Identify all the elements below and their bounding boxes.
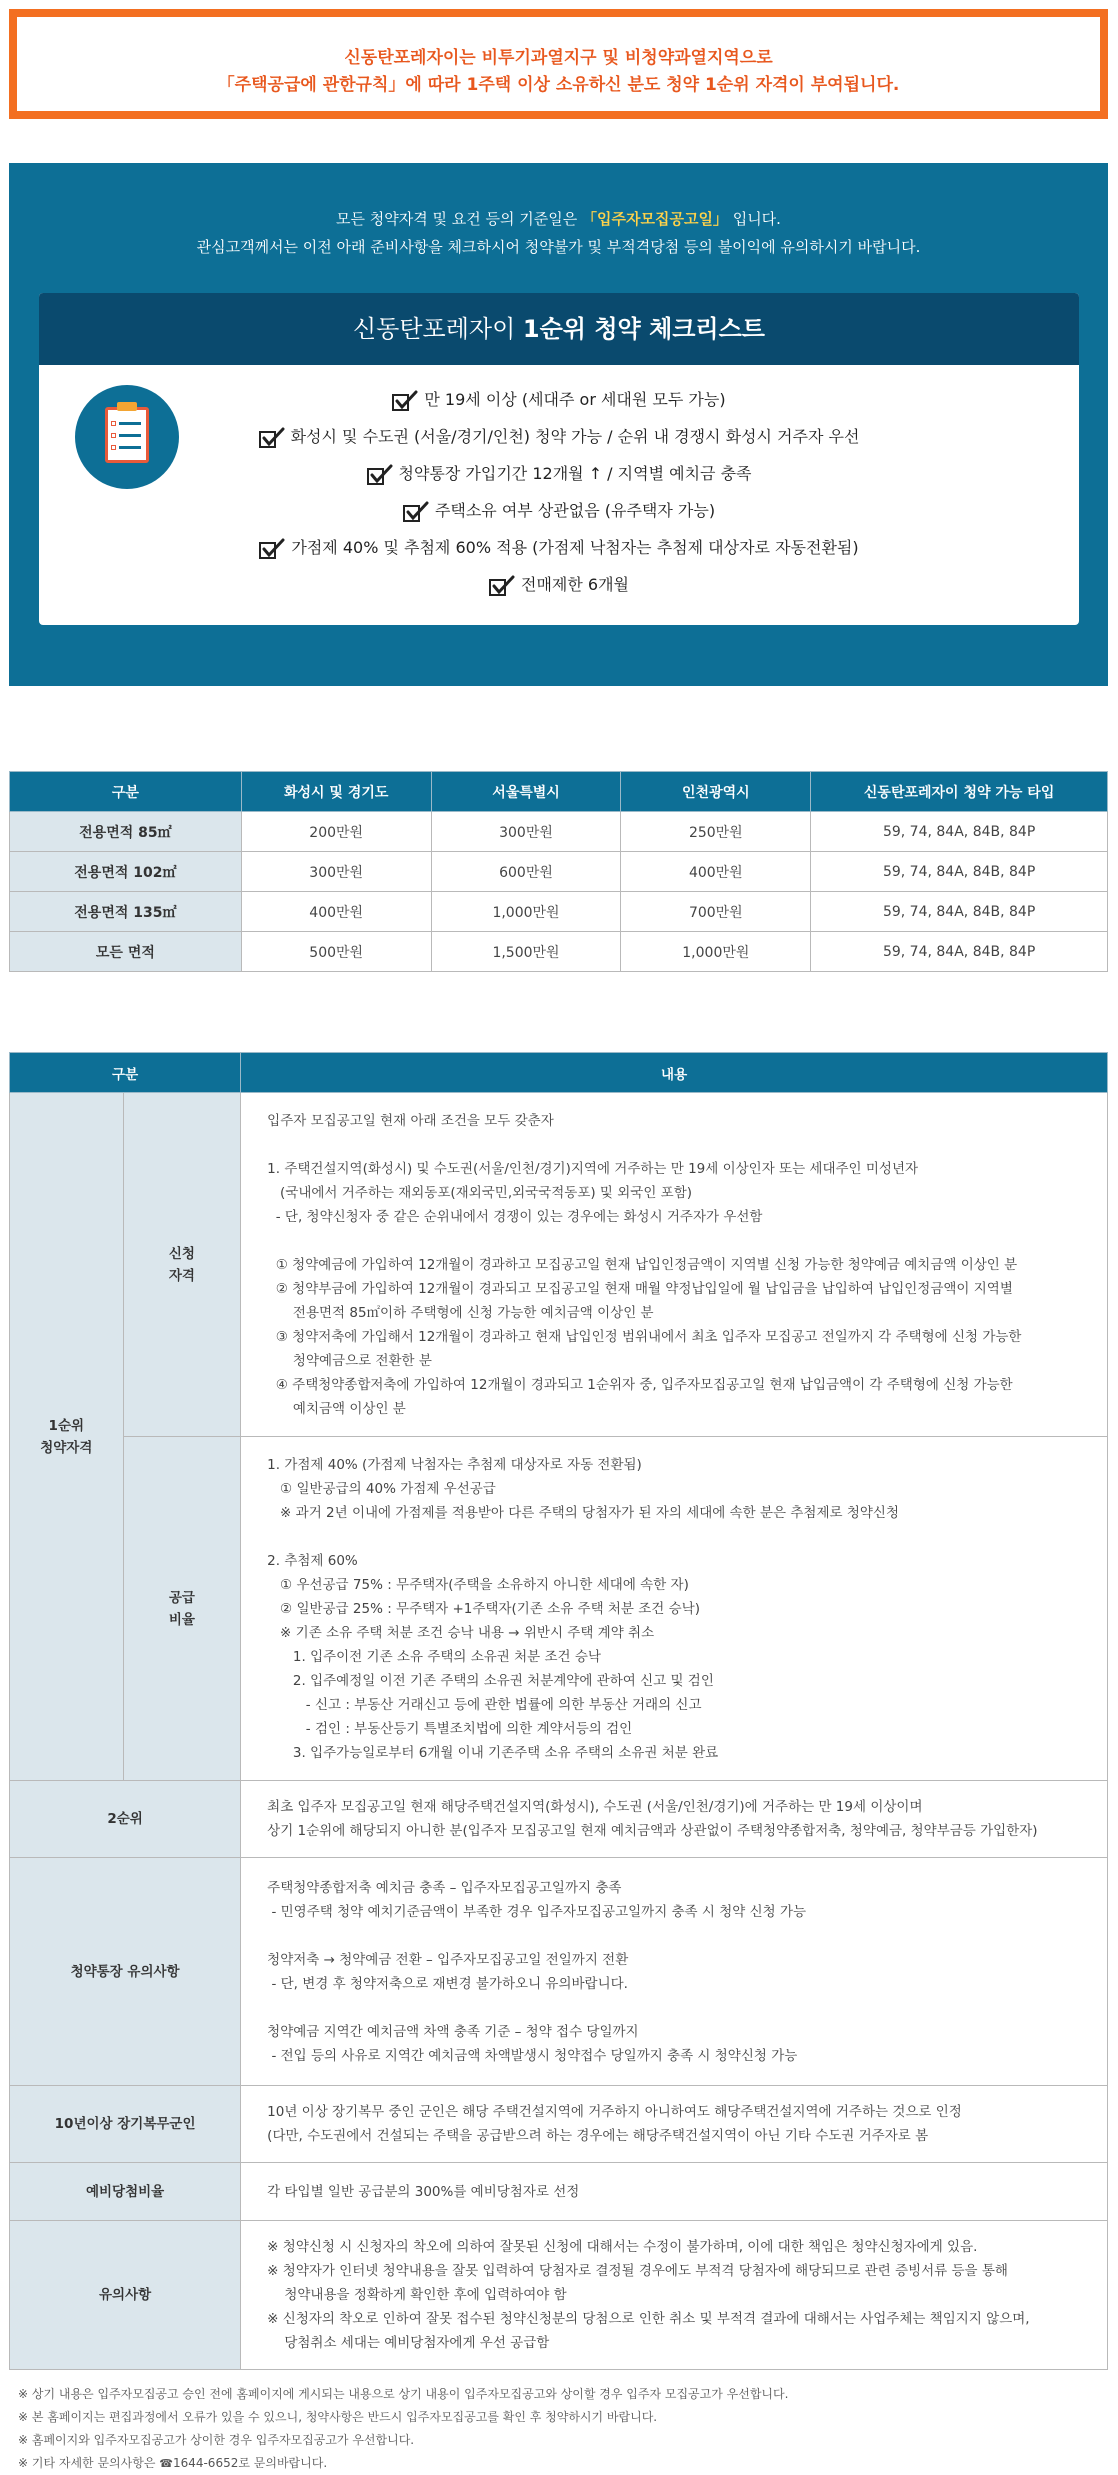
- table-row: [10, 932, 1108, 972]
- checklist-item: [39, 566, 1079, 603]
- content-line: - 민영주택 청약 예치기준금액이 부족한 경우 입주자모집공고일까지 충족 시 청약 신청 가능: [267, 1903, 807, 1920]
- checklist-item: [39, 381, 1079, 418]
- military-content: [241, 2086, 1108, 2163]
- row-supply: [10, 1437, 1108, 1781]
- content-line: ② 일반공급 25% : 무주택자 +1주택자(기존 소유 주택 처분 조건 승낙): [267, 1600, 700, 1617]
- table-row: [10, 812, 1108, 852]
- table-cell: 1,500만원: [431, 932, 621, 972]
- table-cell: 500만원: [241, 932, 431, 972]
- deposit-table-body: [10, 812, 1108, 972]
- content-line: 1. 주택건설지역(화성시) 및 수도권(서울/인천/경기)지역에 거주하는 만 19세 이상인자 또는 세대주인 미성년자: [267, 1160, 919, 1177]
- panel-intro: [9, 163, 1108, 261]
- table-cell: 59, 74, 84A, 84B, 84P: [811, 892, 1108, 932]
- checklist-item: [39, 529, 1079, 566]
- row-military: [10, 2086, 1108, 2163]
- checklist-icon: [75, 385, 179, 489]
- content-line: 청약저축 → 청약예금 전환 – 입주자모집공고일 전일까지 전환: [267, 1951, 629, 1968]
- checklist-item-text: 화성시 및 수도권 (서울/경기/인천) 청약 가능 / 순위 내 경쟁시 화성시 거주자 우선: [290, 427, 860, 446]
- content-line: [267, 1525, 1081, 1549]
- content-line: 당첨취소 세대는 예비당첨자에게 우선 공급함: [267, 2335, 550, 2351]
- content-line: ① 청약예금에 가입하여 12개월이 경과하고 모집공고일 현재 납입인정금액이 지역별 신청 가능한 청약예금 예치금액 이상인 분: [267, 1256, 1018, 1273]
- check-icon: [367, 462, 393, 484]
- table-cell: 250만원: [621, 812, 811, 852]
- content-line: ※ 신청자의 착오로 인하여 잘못 접수된 청약신청분의 당첨으로 인한 취소 및 부적격 결과에 대해서는 사업주체는 책임지지 않으며,: [267, 2311, 1030, 2327]
- table-cell: 59, 74, 84A, 84B, 84P: [811, 852, 1108, 892]
- row-reserve: [10, 2163, 1108, 2221]
- content-line: 2. 입주예정일 이전 기존 주택의 소유권 처분계약에 관하여 신고 및 검인: [267, 1672, 714, 1689]
- title-bold: 1순위 청약 체크리스트: [522, 315, 765, 343]
- content-line: ④ 주택청약종합저축에 가입하여 12개월이 경과되고 1순위자 중, 입주자모집공고일 현재 납입금액이 각 주택형에 신청 가능한: [267, 1376, 1013, 1393]
- phone-icon: ☎: [159, 2457, 173, 2470]
- row-caution: [10, 2221, 1108, 2370]
- check-icon: [403, 499, 429, 521]
- content-line: - 전입 등의 사유로 지역간 예치금액 차액발생시 청약접수 당일까지 충족 시 청약신청 가능: [267, 2047, 798, 2064]
- content-line: 청약내용을 정확하게 확인한 후에 입력하여야 함: [267, 2287, 567, 2303]
- row-header-cell: 전용면적 102㎡: [10, 852, 242, 892]
- content-line: 10년 이상 장기복무 중인 군인은 해당 주택건설지역에 거주하지 아니하여도 해당주택건설지역에 거주하는 것으로 인정: [267, 2104, 962, 2120]
- content-line: 1. 가점제 40% (가점제 낙첨자는 추첨제 대상자로 자동 전환됨): [267, 1456, 642, 1473]
- row-header-cell: 전용면적 85㎡: [10, 812, 242, 852]
- content-line: ② 청약부금에 가입하여 12개월이 경과되고 모집공고일 현재 매월 약정납입일에 월 납입금을 납입하여 납입인정금액이 지역별: [267, 1280, 1013, 1297]
- table-cell: 300만원: [431, 812, 621, 852]
- content-line: [267, 1924, 1081, 1948]
- contact-text-end: 로 문의바랍니다.: [238, 2456, 328, 2470]
- content-line: ※ 기존 소유 주택 처분 조건 승낙 내용 → 위반시 주택 계약 취소: [267, 1624, 655, 1641]
- checklist-item-text: 전매제한 6개월: [520, 575, 629, 594]
- row-apply: [10, 1093, 1108, 1437]
- content-line: - 단, 변경 후 청약저축으로 재변경 불가하오니 유의바랍니다.: [267, 1975, 628, 1992]
- deposit-table: [9, 771, 1108, 972]
- caution-content: [241, 2221, 1108, 2370]
- header-content: 내용: [241, 1053, 1108, 1093]
- content-line: 3. 입주가능일로부터 6개월 이내 기존주택 소유 주택의 소유권 처분 완료: [267, 1744, 719, 1761]
- reserve-content: [241, 2163, 1108, 2221]
- footnotes: [18, 2383, 1108, 2475]
- table-cell: 700만원: [621, 892, 811, 932]
- row-account: [10, 1858, 1108, 2086]
- content-line: 2. 추첨제 60%: [267, 1552, 358, 1569]
- content-line: ※ 과거 2년 이내에 가점제를 적용받아 다른 주택의 당첨자가 된 자의 세대에 속한 분은 추첨제로 청약신청: [267, 1504, 899, 1521]
- content-line: - 단, 청약신청자 중 같은 순위내에서 경쟁이 있는 경우에는 화성시 거주자가 우선함: [267, 1208, 763, 1225]
- table-cell: 1,000만원: [431, 892, 621, 932]
- check-icon: [392, 388, 418, 410]
- panel-intro-line-1: [9, 205, 1108, 233]
- second-rank-label: 2순위: [10, 1781, 241, 1858]
- checklist: [39, 381, 1079, 603]
- footnote: ※ 본 홈페이지는 편집과정에서 오류가 있을 수 있으니, 청약사항은 반드시 입주자모집공고를 확인 후 청약하시기 바랍니다.: [18, 2410, 658, 2424]
- deposit-header-cell: 인천광역시: [621, 772, 811, 812]
- apply-label: 신청 자격: [123, 1093, 241, 1437]
- content-line: 예치금액 이상인 분: [267, 1400, 406, 1417]
- content-line: (국내에서 거주하는 재외동포(재외국민,외국국적동포) 및 외국인 포함): [267, 1184, 693, 1201]
- supply-label: 공급 비율: [123, 1437, 241, 1781]
- row-second-rank: [10, 1781, 1108, 1858]
- checklist-item-text: 가점제 40% 및 추첨제 60% 적용 (가점제 낙첨자는 추첨제 대상자로 자동전환됨): [291, 538, 859, 557]
- content-line: [267, 1133, 1081, 1157]
- intro-highlight: 「입주자모집공고일」: [582, 210, 728, 228]
- content-line: 청약예금으로 전환한 분: [267, 1352, 432, 1369]
- notice-line-2: 「주택공급에 관한규칙」에 따라 1주택 이상 소유하신 분도 청약 1순위 자격이 부여됩니다.: [217, 75, 900, 95]
- second-rank-content: [241, 1781, 1108, 1858]
- apply-content: [241, 1093, 1108, 1437]
- deposit-header-cell: 신동탄포레자이 청약 가능 타입: [811, 772, 1108, 812]
- eligibility-table: [9, 1052, 1108, 2370]
- content-line: (다만, 수도권에서 건설되는 주택을 공급받으려 하는 경우에는 해당주택건설지역이 아닌 기타 수도권 거주자로 봄: [267, 2128, 929, 2144]
- intro-text: 모든 청약자격 및 요건 등의 기준일은: [336, 210, 583, 228]
- content-line: ※ 청약자가 인터넷 청약내용을 잘못 입력하여 당첨자로 결정될 경우에도 부적격 당첨자에 해당되므로 관련 증빙서류 등을 통해: [267, 2263, 1008, 2279]
- footnote-contact: [18, 2452, 1108, 2475]
- contact-phone: 1644-6652: [172, 2456, 239, 2470]
- table-cell: 300만원: [241, 852, 431, 892]
- account-label: 청약통장 유의사항: [10, 1858, 241, 2086]
- deposit-header-cell: 화성시 및 경기도: [241, 772, 431, 812]
- deposit-table-header: [10, 772, 1108, 812]
- content-line: - 검인 : 부동산등기 특별조치법에 의한 계약서등의 검인: [267, 1720, 633, 1737]
- checklist-item-text: 주택소유 여부 상관없음 (유주택자 가능): [434, 501, 716, 520]
- deposit-header-cell: 서울특별시: [431, 772, 621, 812]
- header-category: 구분: [10, 1053, 241, 1093]
- reserve-label: 예비당첨비율: [10, 2163, 241, 2221]
- content-line: ※ 청약신청 시 신청자의 착오에 의하여 잘못된 신청에 대해서는 수정이 불가하며, 이에 대한 책임은 청약신청자에게 있음.: [267, 2239, 978, 2255]
- checklist-item: [39, 492, 1079, 529]
- supply-content: [241, 1437, 1108, 1781]
- content-line: 최초 입주자 모집공고일 현재 해당주택건설지역(화성시), 수도권 (서울/인천/경기)에 거주하는 만 19세 이상이며: [267, 1799, 923, 1815]
- check-icon: [259, 536, 285, 558]
- account-content: [241, 1858, 1108, 2086]
- checklist-title: [39, 293, 1079, 365]
- notice-line-1: 신동탄포레자이는 비투기과열지구 및 비청약과열지역으로: [344, 48, 773, 68]
- content-line: 입주자 모집공고일 현재 아래 조건을 모두 갖춘자: [267, 1112, 554, 1129]
- table-cell: 400만원: [621, 852, 811, 892]
- checklist-item-text: 만 19세 이상 (세대주 or 세대원 모두 가능): [424, 390, 726, 409]
- military-label: 10년이상 장기복무군인: [10, 2086, 241, 2163]
- checklist-item-text: 청약통장 가입기간 12개월 ↑ / 지역별 예치금 충족: [398, 464, 752, 483]
- footnote: ※ 홈페이지와 입주자모집공고가 상이한 경우 입주자모집공고가 우선합니다.: [18, 2433, 415, 2447]
- deposit-header-cell: 구분: [10, 772, 242, 812]
- content-line: 1. 입주이전 기존 소유 주택의 소유권 처분 조건 승낙: [267, 1648, 601, 1665]
- content-line: ③ 청약저축에 가입해서 12개월이 경과하고 현재 납입인정 범위내에서 최초 입주자 모집공고 전일까지 각 주택형에 신청 가능한: [267, 1328, 1022, 1345]
- content-line: 각 타입별 일반 공급분의 300%를 예비당첨자로 선정: [267, 2183, 580, 2200]
- content-line: [267, 1229, 1081, 1253]
- eligibility-header: [10, 1053, 1108, 1093]
- table-cell: 400만원: [241, 892, 431, 932]
- content-line: ① 우선공급 75% : 무주택자(주택을 소유하지 아니한 세대에 속한 자): [267, 1576, 689, 1593]
- first-rank-label: 1순위 청약자격: [10, 1093, 124, 1781]
- table-cell: 59, 74, 84A, 84B, 84P: [811, 812, 1108, 852]
- content-line: 주택청약종합저축 예치금 충족 – 입주자모집공고일까지 충족: [267, 1879, 622, 1896]
- caution-label: 유의사항: [10, 2221, 241, 2370]
- content-line: - 신고 : 부동산 거래신고 등에 관한 법률에 의한 부동산 거래의 신고: [267, 1696, 702, 1713]
- table-cell: 200만원: [241, 812, 431, 852]
- footnote: ※ 상기 내용은 입주자모집공고 승인 전에 홈페이지에 게시되는 내용으로 상기 내용이 입주자모집공고와 상이할 경우 입주자 모집공고가 우선합니다.: [18, 2387, 789, 2401]
- row-header-cell: 전용면적 135㎡: [10, 892, 242, 932]
- content-line: 전용면적 85㎡이하 주택형에 신청 가능한 예치금액 이상인 분: [267, 1304, 654, 1321]
- table-row: [10, 852, 1108, 892]
- table-cell: 59, 74, 84A, 84B, 84P: [811, 932, 1108, 972]
- table-cell: 600만원: [431, 852, 621, 892]
- row-header-cell: 모든 면적: [10, 932, 242, 972]
- footnote-list: [18, 2383, 1108, 2452]
- title-normal: 신동탄포레자이: [353, 315, 523, 343]
- contact-text: ※ 기타 자세한 문의사항은: [18, 2456, 160, 2470]
- table-cell: 1,000만원: [621, 932, 811, 972]
- intro-text-end: 입니다.: [727, 210, 781, 228]
- table-row: [10, 892, 1108, 932]
- checklist-card: [39, 293, 1079, 625]
- checklist-item: [39, 455, 1079, 492]
- content-line: ① 일반공급의 40% 가점제 우선공급: [267, 1480, 496, 1497]
- checklist-item: [39, 418, 1079, 455]
- checklist-panel: [9, 163, 1108, 686]
- panel-intro-line-2: 관심고객께서는 이전 아래 준비사항을 체크하시어 청약불가 및 부적격당첨 등의 불이익에 유의하시기 바랍니다.: [196, 238, 921, 256]
- content-line: 상기 1순위에 해당되지 아니한 분(입주자 모집공고일 현재 예치금액과 상관없이 주택청약종합저축, 청약예금, 청약부금등 가입한자): [267, 1823, 1038, 1839]
- content-line: 청약예금 지역간 예치금액 차액 충족 기준 – 청약 접수 당일까지: [267, 2023, 639, 2040]
- check-icon: [259, 425, 285, 447]
- check-icon: [489, 573, 515, 595]
- notice-banner: [9, 9, 1108, 119]
- content-line: [267, 1996, 1081, 2020]
